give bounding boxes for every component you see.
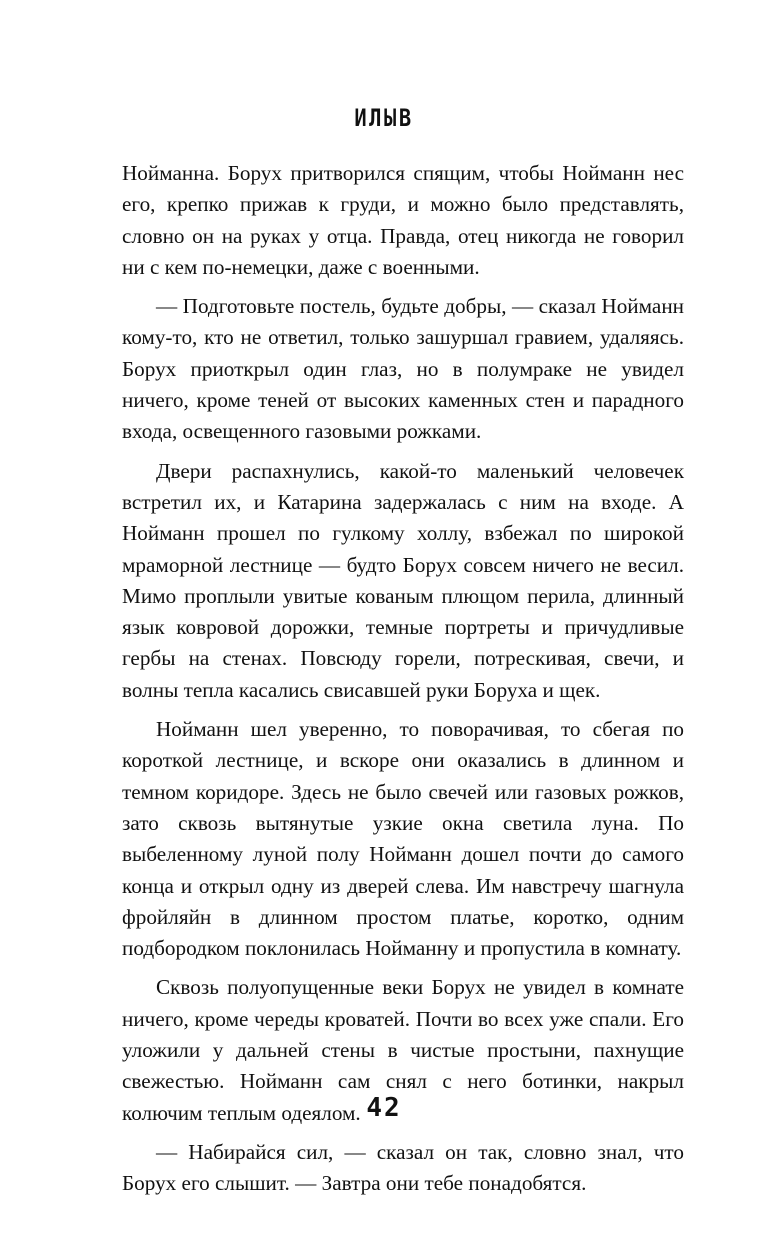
running-head: ИЛЫВ xyxy=(354,104,414,132)
body-text xyxy=(122,158,684,1200)
paragraph: Сквозь полуопущенные веки Борух не увидел в комнате ничего, кроме череды кроватей. Почти во всех уже спали. Его уложили у дальней стены в чистые простыни, пахнущие свежестью. Нойманн сам снял с него ботинки, накрыл колючим теплым одеялом. xyxy=(122,975,684,1125)
page-number: 42 xyxy=(366,1093,402,1123)
paragraph: — Подготовьте постель, будьте добры, — сказал Нойманн кому-то, кто не ответил, только зашуршал гравием, удаляясь. Борух приоткрыл один глаз, но в полумраке не увидел ничего, кроме теней от высоких каменных стен и парадного входа, освещенного газовыми рожками. xyxy=(122,294,684,444)
paragraph: Двери распахнулись, какой-то маленький человечек встретил их, и Катарина задержалась с ним на входе. А Нойманн прошел по гулкому холлу, взбежал по широкой мраморной лестнице — будто Борух совсем ничего не весил. Мимо проплыли увитые кованым плющом перила, длинный язык ковровой дорожки, темные портреты и причудливые гербы на стенах. Повсюду горели, потрескивая, свечи, и волны тепла касались свисавшей руки Боруха и щек. xyxy=(122,458,684,702)
paragraph: — Набирайся сил, — сказал он так, словно знал, что Борух его слышит. — Завтра они тебе понадобятся. xyxy=(122,1139,684,1196)
paragraph: Нойманн шел уверенно, то поворачивая, то сбегая по короткой лестнице, и вскоре они оказались в длинном и темном коридоре. Здесь не было свечей или газовых рожков, зато сквозь вытянутые узкие окна светила луна. По выбеленному луной полу Нойманн дошел почти до самого конца и открыл одну из дверей слева. Им навстречу шагнула фройляйн в длинном простом платье, коротко, одним подбородком поклонилась Нойманну и пропустила в комнату. xyxy=(122,717,684,961)
paragraph: Нойманна. Борух притворился спящим, чтобы Нойманн нес его, крепко прижав к груди, и можно было представлять, словно он на руках у отца. Правда, отец никогда не говорил ни с кем по-немецки, даже с военными. xyxy=(122,161,684,279)
